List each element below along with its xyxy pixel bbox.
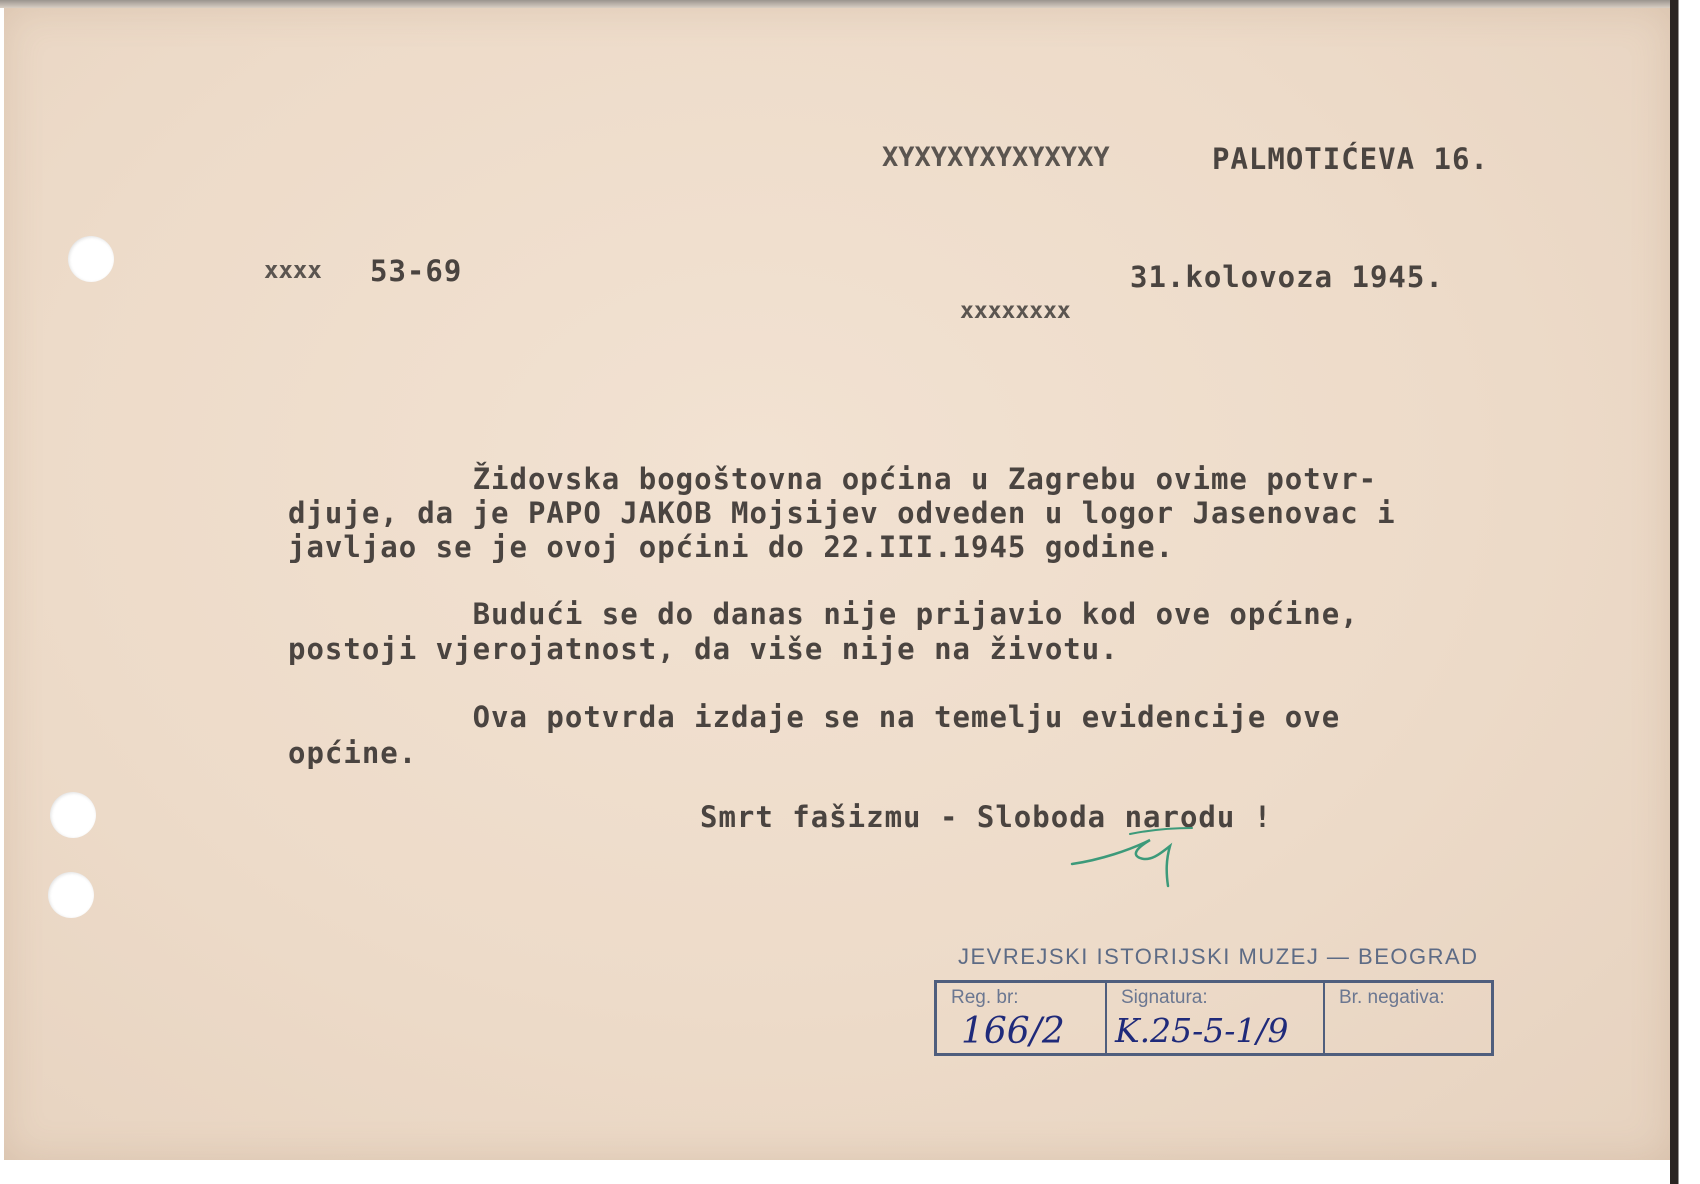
reg-cell: [937, 983, 1107, 1053]
signatura-cell: [1107, 983, 1325, 1053]
reg-value: 166/2: [961, 1011, 1065, 1052]
letterhead-address: PALMOTIĆEVA 16.: [1212, 142, 1489, 176]
closing-slogan: Smrt fašizmu - Sloboda narodu !: [700, 800, 1273, 834]
archive-stamp: [936, 944, 1479, 1052]
negativa-label: Br. negativa:: [1339, 987, 1445, 1008]
reg-label: Reg. br:: [951, 987, 1019, 1008]
scan-right-edge: [1670, 0, 1700, 1184]
letter-date: 31.kolovoza 1945.: [1130, 260, 1444, 294]
stamp-box: [934, 980, 1494, 1056]
struck-date-line: xxxxxxxx: [960, 298, 1071, 324]
signatura-label: Signatura:: [1121, 987, 1208, 1008]
handwritten-signature: [1070, 820, 1210, 890]
body-line: djuje, da je PAPO JAKOB Mojsijev odveden u logor Jasenovac i: [288, 496, 1396, 530]
stamp-header: JEVREJSKI ISTORIJSKI MUZEJ — BEOGRAD: [958, 944, 1479, 969]
punch-hole: [68, 236, 114, 282]
body-line: Budući se do danas nije prijavio kod ove općine,: [288, 597, 1359, 631]
struck-letterhead: XYXYXYXYXYXYXY: [882, 142, 1110, 173]
body-line: općine.: [288, 736, 418, 770]
body-line: postoji vjerojatnost, da više nije na životu.: [288, 632, 1119, 666]
negativa-cell: [1325, 983, 1491, 1053]
body-line: Židovska bogoštovna općina u Zagrebu ovime potvr-: [288, 462, 1378, 496]
reference-number: 53-69: [370, 254, 463, 288]
body-line: javljao se je ovoj općini do 22.III.1945 godine.: [288, 530, 1175, 564]
signatura-value: K.25-5-1/9: [1115, 1011, 1289, 1050]
struck-reference-prefix: xxxx: [264, 256, 322, 284]
punch-hole: [50, 792, 96, 838]
punch-hole: [48, 872, 94, 918]
scan-top-edge: [0, 0, 1670, 8]
body-line: Ova potvrda izdaje se na temelju evidencije ove: [288, 700, 1341, 734]
